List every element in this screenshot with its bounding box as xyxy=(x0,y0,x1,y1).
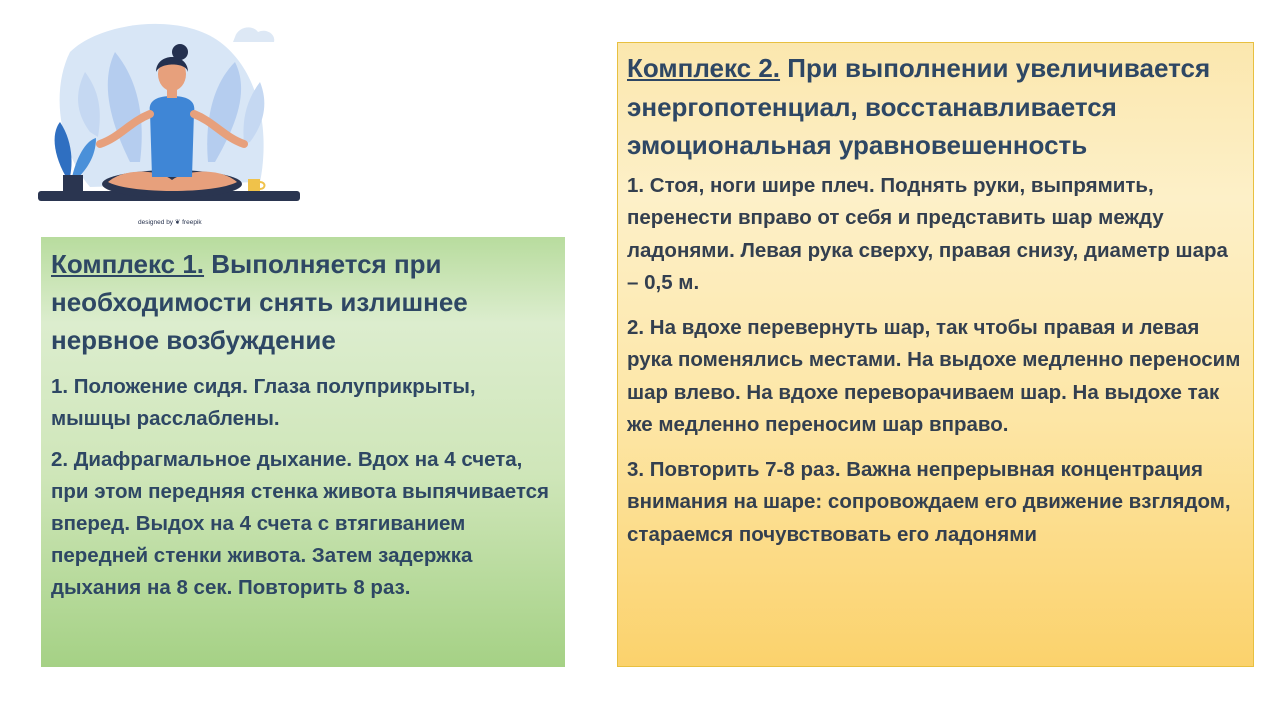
complex-2-title xyxy=(627,49,1245,165)
complex-1-card xyxy=(41,237,565,667)
complex-2-label: Комплекс 2. xyxy=(627,53,781,83)
complex-1-label: Комплекс 1. xyxy=(51,249,205,279)
complex-1-step-2: 2. Диафрагмальное дыхание. Вдох на 4 счета, при этом передняя стенка живота выпячивается вперед. Выдох на 4 счета с втягиванием передней стенки живота. Затем задержка дыхания на 8 сек. Повторить 8 раз. xyxy=(51,448,550,599)
complex-2-title-text: При выполнении увеличивается энергопотенциал, восстанавливается эмоциональная уравновешенность xyxy=(627,53,1211,160)
complex-2-step-2: 2. На вдохе перевернуть шар, так чтобы правая и левая рука поменялись местами. На выдохе медленно переносим шар влево. На вдохе переворачиваем шар. На выдохе так же медленно переносим шар вправо. xyxy=(627,315,1241,436)
complex-2-card xyxy=(617,42,1254,667)
meditation-illustration xyxy=(30,12,310,232)
freepik-credit: designed by ❦ freepik xyxy=(138,219,202,226)
complex-1-step-1: 1. Положение сидя. Глаза полуприкрыты, мышцы расслаблены. xyxy=(51,375,476,430)
complex-1-title-text: Выполняется при необходимости снять излишнее нервное возбуждение xyxy=(51,249,468,355)
complex-2-step-3: 3. Повторить 7-8 раз. Важна непрерывная концентрация внимания на шаре: сопровождаем его движение взглядом, стараемся почувствовать его ладонями xyxy=(627,457,1231,546)
complex-2-step-1: 1. Стоя, ноги шире плеч. Поднять руки, выпрямить, перенести вправо от себя и представить шар между ладонями. Левая рука сверху, правая снизу, диаметр шара – 0,5 м. xyxy=(627,173,1228,294)
complex-1-title xyxy=(51,245,555,359)
cloud-shape xyxy=(233,27,274,42)
tea-cup-icon xyxy=(248,179,265,191)
